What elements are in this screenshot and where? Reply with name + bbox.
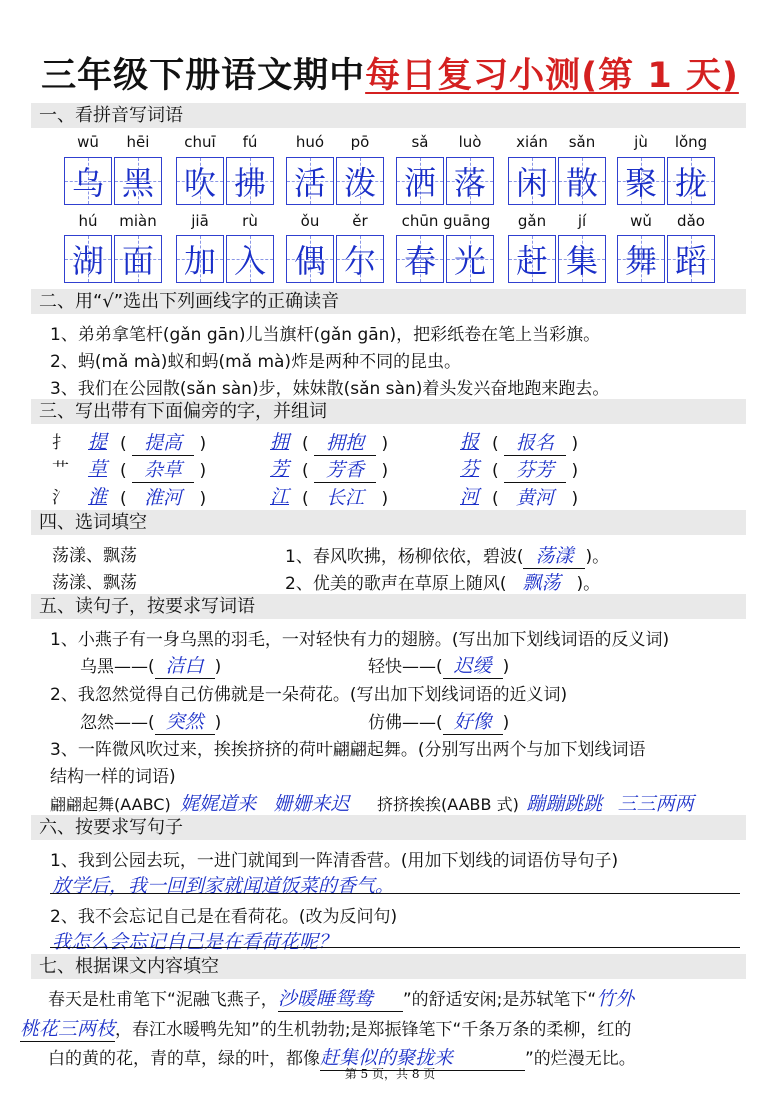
- written-character: 乌: [71, 164, 104, 202]
- radical-character: 提: [88, 431, 108, 453]
- pinyin-label: fú: [242, 133, 258, 151]
- written-character: 泼: [343, 164, 376, 202]
- written-character: 湖: [71, 242, 104, 280]
- radical-character: 河: [460, 486, 480, 508]
- section-5-heading: 五、读句子，按要求写词语: [31, 594, 746, 619]
- pinyin-label: pō: [350, 133, 370, 151]
- writing-box: [558, 235, 606, 283]
- writing-box: [226, 157, 274, 205]
- radical-word: ( 芬芳 ): [492, 455, 578, 483]
- pinyin-label: huó: [295, 133, 325, 151]
- s5-question-1: 1、小燕子有一身乌黑的羽毛，一对轻快有力的翅膀。(写出加下划线词语的反义词): [50, 630, 670, 650]
- s7-line-3: 白的黄的花，青的草，绿的叶，都像赶集似的聚拢来 ”的烂漫无比。: [48, 1043, 636, 1071]
- s4-question-1: 1、春风吹拂，杨柳依依，碧波( 荡漾 )。: [285, 541, 609, 569]
- pinyin-label: jù: [634, 133, 648, 151]
- writing-box: [114, 157, 162, 205]
- written-character: 舞: [624, 242, 657, 280]
- pinyin-label: hēi: [126, 133, 150, 151]
- s7-line-2: 桃花三两枝，春江水暖鸭先知”的生机勃勃;是郑振锋笔下“千条万条的柔柳，红的: [20, 1014, 631, 1042]
- radical-word: ( 杂草 ): [120, 455, 206, 483]
- radical-word: ( 提高 ): [120, 428, 206, 456]
- pinyin-label: ǒu: [300, 212, 320, 230]
- radical-character: 淮: [88, 486, 108, 508]
- section-2-heading: 二、用“√”选出下列画线字的正确读音: [31, 289, 746, 314]
- s5-antonym-2: 轻快——( 迟缓 ): [368, 651, 509, 679]
- radical-character: 草: [88, 458, 108, 480]
- s4-answer-1: 荡漾: [523, 541, 585, 569]
- radical-word: ( 黄河 ): [492, 483, 578, 511]
- s5-question-3b: 结构一样的词语): [50, 767, 176, 787]
- writing-box: [64, 235, 112, 283]
- s5-synonym-2: 仿佛——( 好像 ): [368, 707, 509, 735]
- s5-question-2: 2、我忽然觉得自己仿佛就是一朵荷花。(写出加下划线词语的近义词): [50, 685, 568, 705]
- written-character: 活: [293, 164, 326, 202]
- written-character: 加: [183, 242, 216, 280]
- written-character: 赶: [515, 242, 548, 280]
- pinyin-label: miàn: [119, 212, 157, 230]
- pinyin-label: wū: [77, 133, 99, 151]
- s2-question-3: 3、我们在公园散(sǎn sàn)步，妹妹散(sǎn sàn)着头发兴奋地跑来跑去。: [50, 379, 610, 399]
- writing-box: [667, 157, 715, 205]
- written-character: 拂: [233, 164, 266, 202]
- s4-options-1: 荡漾、飘荡: [52, 546, 137, 566]
- s4-question-2: 2、优美的歌声在草原上随风( 飘荡 )。: [285, 568, 600, 596]
- written-character: 闲: [515, 164, 548, 202]
- s4-options-2: 荡漾、飘荡: [52, 573, 137, 593]
- writing-box: [558, 157, 606, 205]
- pinyin-label: chūn guāng: [401, 212, 491, 230]
- writing-box: [226, 235, 274, 283]
- radical-character: 拥: [270, 431, 290, 453]
- written-character: 洒: [403, 164, 436, 202]
- s5-synonym-1: 忽然——( 突然 ): [80, 707, 221, 735]
- pinyin-label: ěr: [352, 212, 368, 230]
- written-character: 散: [565, 164, 598, 202]
- pinyin-label: rù: [242, 212, 258, 230]
- written-character: 面: [121, 242, 154, 280]
- writing-box: [336, 235, 384, 283]
- radical-character: 芳: [270, 458, 290, 480]
- written-character: 偶: [293, 242, 326, 280]
- radical-character: 芬: [460, 458, 480, 480]
- written-character: 拢: [674, 164, 707, 202]
- radical-label: 扌: [52, 433, 69, 453]
- written-character: 尔: [343, 242, 376, 280]
- writing-box: [446, 157, 494, 205]
- pinyin-label: sǎn: [568, 133, 596, 151]
- writing-box: [286, 157, 334, 205]
- section-7-heading: 七、根据课文内容填空: [31, 954, 746, 979]
- section-6-heading: 六、按要求写句子: [31, 815, 746, 840]
- pinyin-label: luò: [458, 133, 482, 151]
- radical-word: ( 芳香 ): [302, 455, 388, 483]
- pinyin-label: chuī: [184, 133, 216, 151]
- pinyin-label: sǎ: [411, 133, 429, 151]
- written-character: 光: [453, 242, 486, 280]
- radical-word: ( 报名 ): [492, 428, 578, 456]
- radical-word: ( 淮河 ): [120, 483, 206, 511]
- s2-question-2: 2、蚂(mǎ mà)蚁和蚂(mǎ mà)炸是两种不同的昆虫。: [50, 352, 462, 372]
- pinyin-label: gǎn: [517, 212, 547, 230]
- writing-box: [336, 157, 384, 205]
- s6-question-1: 1、我到公园去玩，一进门就闻到一阵清香营。(用加下划线的词语仿导句子): [50, 851, 619, 871]
- page-title: 三年级下册语文期中每日复习小测(第 1 天): [41, 56, 739, 96]
- s7-line-1: 春天是杜甫笔下“泥融飞燕子，沙暖睡鸳鸯 ”的舒适安闲;是苏轼笔下“竹外: [48, 984, 634, 1012]
- s6-question-2: 2、我不会忘记自己是在看荷花。(改为反问句): [50, 907, 398, 927]
- pinyin-label: wǔ: [630, 212, 652, 230]
- writing-box: [286, 235, 334, 283]
- writing-box: [114, 235, 162, 283]
- radical-word: ( 长江 ): [302, 483, 388, 511]
- radical-character: 报: [460, 431, 480, 453]
- answer-line-1: [50, 893, 740, 894]
- section-1-heading: 一、看拼音写词语: [31, 103, 746, 128]
- writing-box: [396, 235, 444, 283]
- page-footer: 第 5 页，共 8 页: [344, 1067, 436, 1081]
- written-character: 黑: [121, 164, 154, 202]
- s5-antonym-1: 乌黑——( 洁白 ): [80, 651, 221, 679]
- written-character: 落: [453, 164, 486, 202]
- writing-box: [617, 235, 665, 283]
- pinyin-label: jiā: [191, 212, 209, 230]
- pinyin-label: jí: [577, 212, 587, 230]
- writing-box: [617, 157, 665, 205]
- s5-question-3a: 3、一阵微风吹过来，挨挨挤挤的荷叶翩翩起舞。(分别写出两个与加下划线词语: [50, 740, 646, 760]
- pinyin-label: dǎo: [677, 212, 705, 230]
- writing-box: [508, 235, 556, 283]
- writing-box: [64, 157, 112, 205]
- section-4-heading: 四、选词填空: [31, 510, 746, 535]
- s2-question-1: 1、弟弟拿笔杆(gǎn gān)儿当旗杆(gǎn gān)，把彩纸卷在笔上当彩旗。: [50, 325, 601, 345]
- radical-label: 氵: [52, 488, 69, 508]
- written-character: 蹈: [674, 242, 707, 280]
- written-character: 聚: [624, 164, 657, 202]
- writing-box: [508, 157, 556, 205]
- written-character: 集: [565, 242, 598, 280]
- s6-answer-2: 我怎么会忘记自己是在看荷花呢？: [52, 931, 338, 953]
- writing-box: [176, 235, 224, 283]
- pinyin-label: hú: [78, 212, 98, 230]
- pinyin-label: xián: [516, 133, 548, 151]
- s6-answer-1: 放学后，我一回到家就闻道饭菜的香气。: [52, 875, 395, 897]
- written-character: 入: [233, 242, 266, 280]
- pinyin-label: lǒng: [674, 133, 708, 151]
- writing-box: [396, 157, 444, 205]
- writing-box: [667, 235, 715, 283]
- writing-box: [446, 235, 494, 283]
- radical-label: 艹: [52, 460, 69, 480]
- radical-character: 江: [270, 486, 290, 508]
- answer-line-2: [50, 947, 740, 948]
- s4-answer-2: 飘荡: [506, 568, 576, 596]
- written-character: 吹: [183, 164, 216, 202]
- written-character: 春: [403, 242, 436, 280]
- writing-box: [176, 157, 224, 205]
- section-3-heading: 三、写出带有下面偏旁的字，并组词: [31, 399, 746, 424]
- radical-word: ( 拥抱 ): [302, 428, 388, 456]
- s5-pattern-answers: 翩翩起舞(AABC) 娓娓道来 姗姗来迟 挤挤挨挨(AABB 式) 蹦蹦跳跳 三三两两: [50, 793, 694, 815]
